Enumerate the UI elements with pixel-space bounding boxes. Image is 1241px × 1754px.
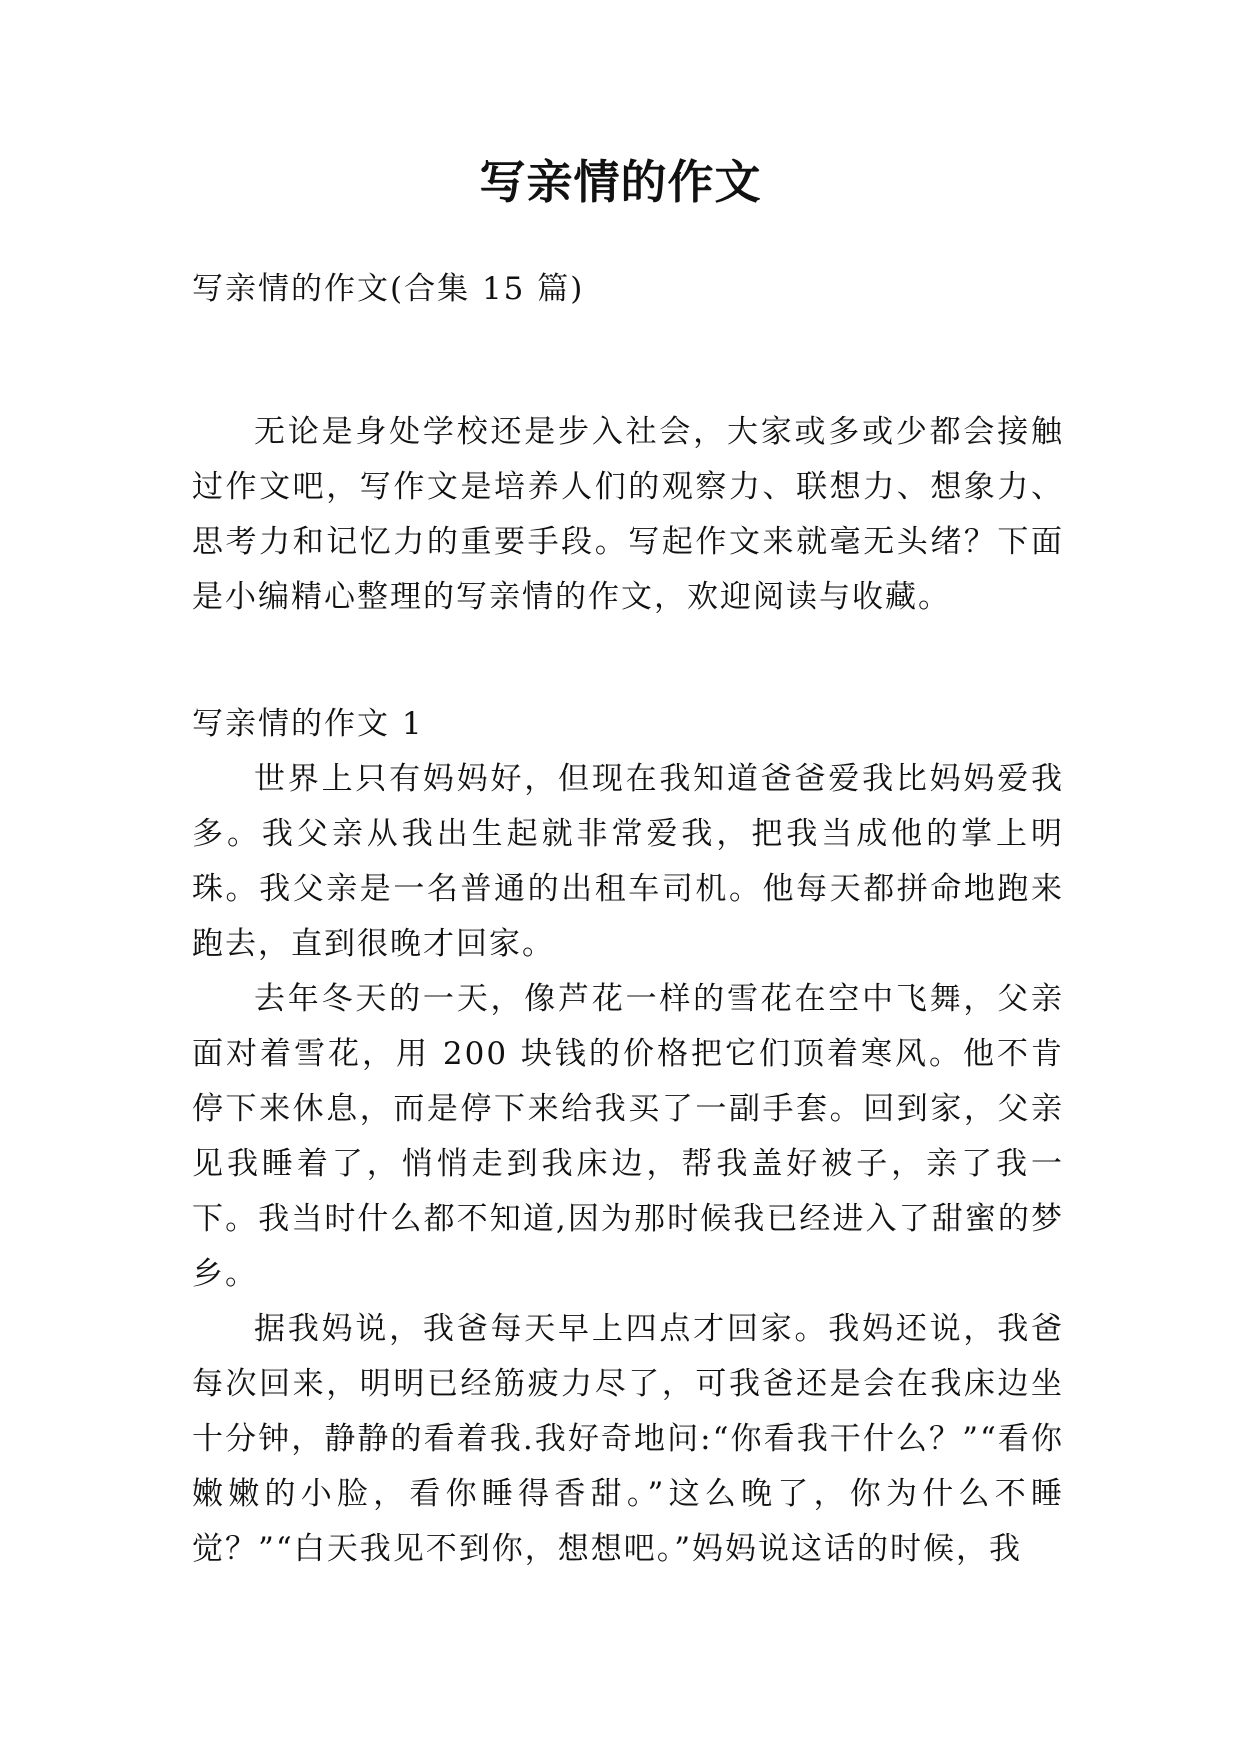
intro-block — [192, 405, 1064, 625]
essay-paragraph: 去年冬天的一天，像芦花一样的雪花在空中飞舞，父亲面对着雪花，用 200 块钱的价格把它们顶着寒风。他不肯停下来休息，而是停下来给我买了一副手套。回到家，父亲见我睡着了，悄悄走到我床边，帮我盖好被子，亲了我一下。我当时什么都不知道,因为那时候我已经进入了甜蜜的梦乡。 — [192, 981, 1064, 1292]
document-title: 写亲情的作文 — [479, 155, 762, 209]
section-heading: 写亲情的作文 1 — [192, 706, 424, 742]
essay-paragraph: 据我妈说，我爸每天早上四点才回家。我妈还说，我爸每次回来，明明已经筋疲力尽了，可我爸还是会在我床边坐十分钟，静静的看着我.我好奇地问:“你看我干什么？”“看你嫩嫩的小脸，看你睡得香甜。”这么晚了，你为什么不睡觉？”“白天我见不到你，想想吧。”妈妈说这话的时候，我 — [192, 1311, 1064, 1567]
essay-paragraph: 世界上只有妈妈好，但现在我知道爸爸爱我比妈妈爱我多。我父亲从我出生起就非常爱我，把我当成他的掌上明珠。我父亲是一名普通的出租车司机。他每天都拼命地跑来跑去，直到很晚才回家。 — [192, 761, 1064, 962]
intro-paragraph: 无论是身处学校还是步入社会，大家或多或少都会接触过作文吧，写作文是培养人们的观察力、联想力、想象力、思考力和记忆力的重要手段。写起作文来就毫无头绪？下面是小编精心整理的写亲情的作文，欢迎阅读与收藏。 — [192, 414, 1064, 615]
document-subtitle: 写亲情的作文(合集 15 篇) — [192, 271, 585, 307]
essay-body — [192, 752, 1064, 1577]
